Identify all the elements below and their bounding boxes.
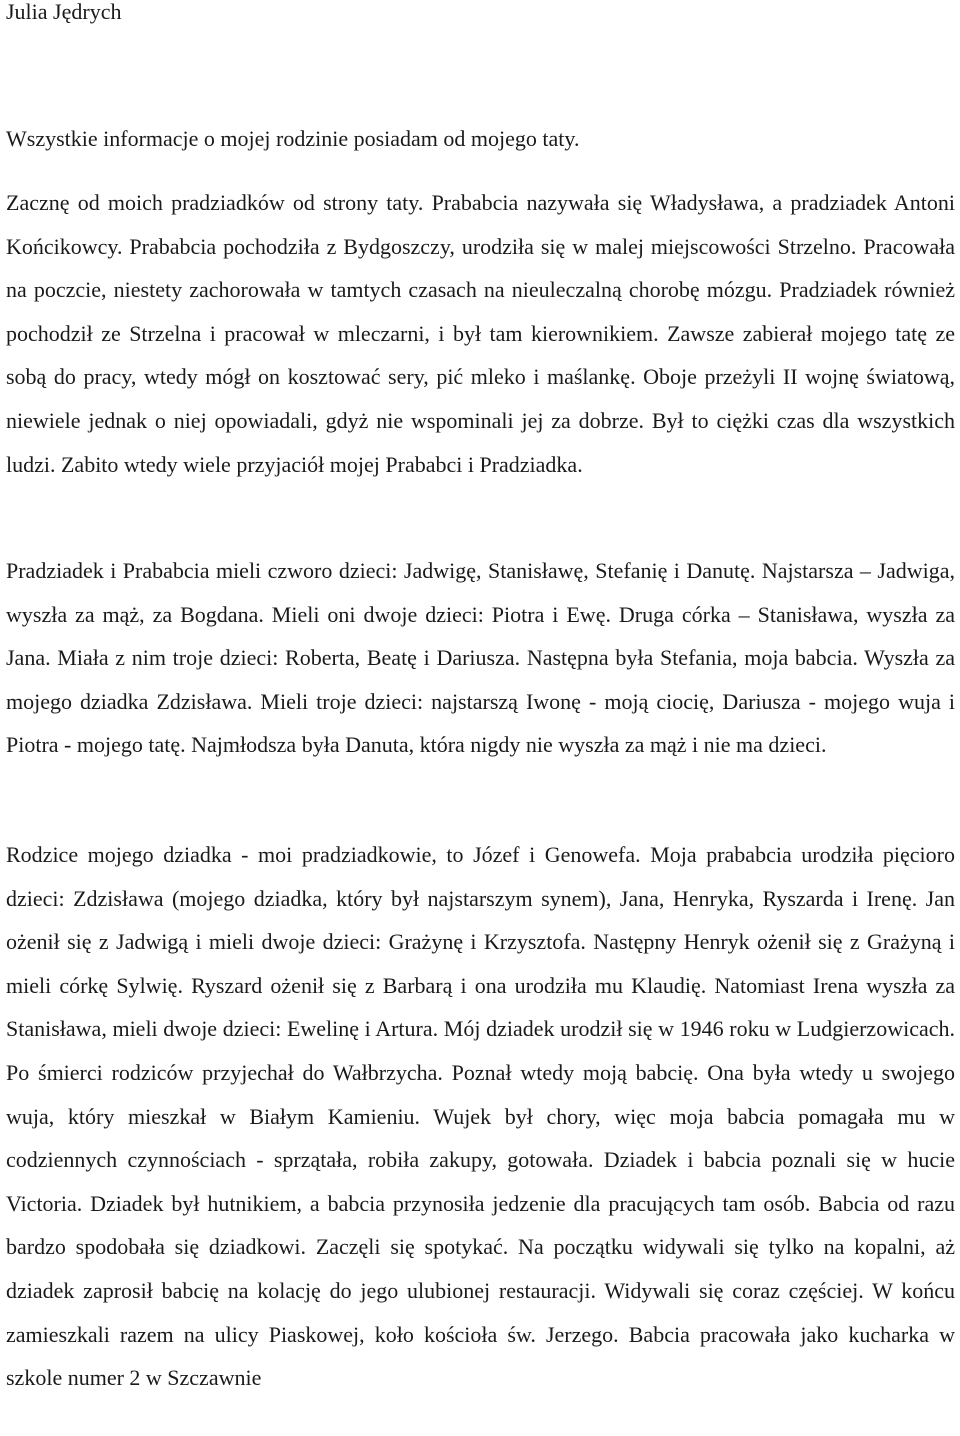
paragraph-intro: Wszystkie informacje o mojej rodzinie posiadam od mojego taty. [6, 126, 580, 151]
author-name: Julia Jędrych [6, 0, 122, 24]
paragraph-children: Pradziadek i Prababcia mieli czworo dzieci: Jadwigę, Stanisławę, Stefanię i Danutę. Najstarsza – Jadwiga, wyszła za mąż, za Bogdana. Mieli oni dwoje dzieci: Piotra i Ewę. Druga córka – Stanisława, wyszła za Jana. Miała z nim troje dzieci: Roberta, Beatę i Dariusza. Następna była Stefania, moja babcia. Wyszła za mojego dziadka Zdzisława. Mieli troje dzieci: najstarszą Iwonę - moją ciocię, Dariusza - mojego wuja i Piotra - mojego tatę. Najmłodsza była Danuta, która nigdy nie wyszła za mąż i nie ma dzieci. [6, 558, 955, 758]
paragraph-great-grandparents: Zacznę od moich pradziadków od strony taty. Prababcia nazywała się Władysława, a pradziadek Antoni Końcikowcy. Prababcia pochodziła z Bydgoszczy, urodziła się w malej miejscowości Strzelno. Pracowała na poczcie, niestety zachorowała w tamtych czasach na nieuleczalną chorobę mózgu. Pradziadek również pochodził ze Strzelna i pracował w mleczarni, i był tam kierownikiem. Zawsze zabierał mojego tatę ze sobą do pracy, wtedy mógł on kosztować sery, pić mleko i maślankę. Oboje przeżyli II wojnę światową, niewiele jednak o niej opowiadali, gdyż nie wspominali jej za dobrze. Był to ciężki czas dla wszystkich ludzi. Zabito wtedy wiele przyjaciół mojej Prababci i Pradziadka. [6, 190, 955, 477]
paragraph-grandfather-family: Rodzice mojego dziadka - moi pradziadkowie, to Józef i Genowefa. Moja prababcia urodziła pięcioro dzieci: Zdzisława (mojego dziadka, który był najstarszym synem), Jana, Henryka, Ryszarda i Irenę. Jan ożenił się z Jadwigą i mieli dwoje dzieci: Grażynę i Krzysztofa. Następny Henryk ożenił się z Grażyną i mieli córkę Sylwię. Ryszard ożenił się z Barbarą i ona urodziła mu Klaudię. Natomiast Irena wyszła za Stanisława, mieli dwoje dzieci: Ewelinę i Artura. Mój dziadek urodził się w 1946 roku w Ludgierzowicach. Po śmierci rodziców przyjechał do Wałbrzycha. Poznał wtedy moją babcię. Ona była wtedy u swojego wuja, który mieszkał w Białym Kamieniu. Wujek był chory, więc moja babcia pomagała mu w codziennych czynnościach - sprzątała, robiła zakupy, gotowała. Dziadek i babcia poznali się w hucie Victoria. Dziadek był hutnikiem, a babcia przynosiła jedzenie dla pracujących tam osób. Babcia od razu bardzo spodobała się dziadkowi. Zaczęli się spotykać. Na początku widywali się tylko na kopalni, aż dziadek zaprosił babcię na kolację do jego ulubionej restauracji. Widywali się coraz częściej. W końcu zamieszkali razem na ulicy Piaskowej, koło kościoła św. Jerzego. Babcia pracowała jako kucharka w szkole numer 2 w Szczawnie [6, 842, 955, 1391]
